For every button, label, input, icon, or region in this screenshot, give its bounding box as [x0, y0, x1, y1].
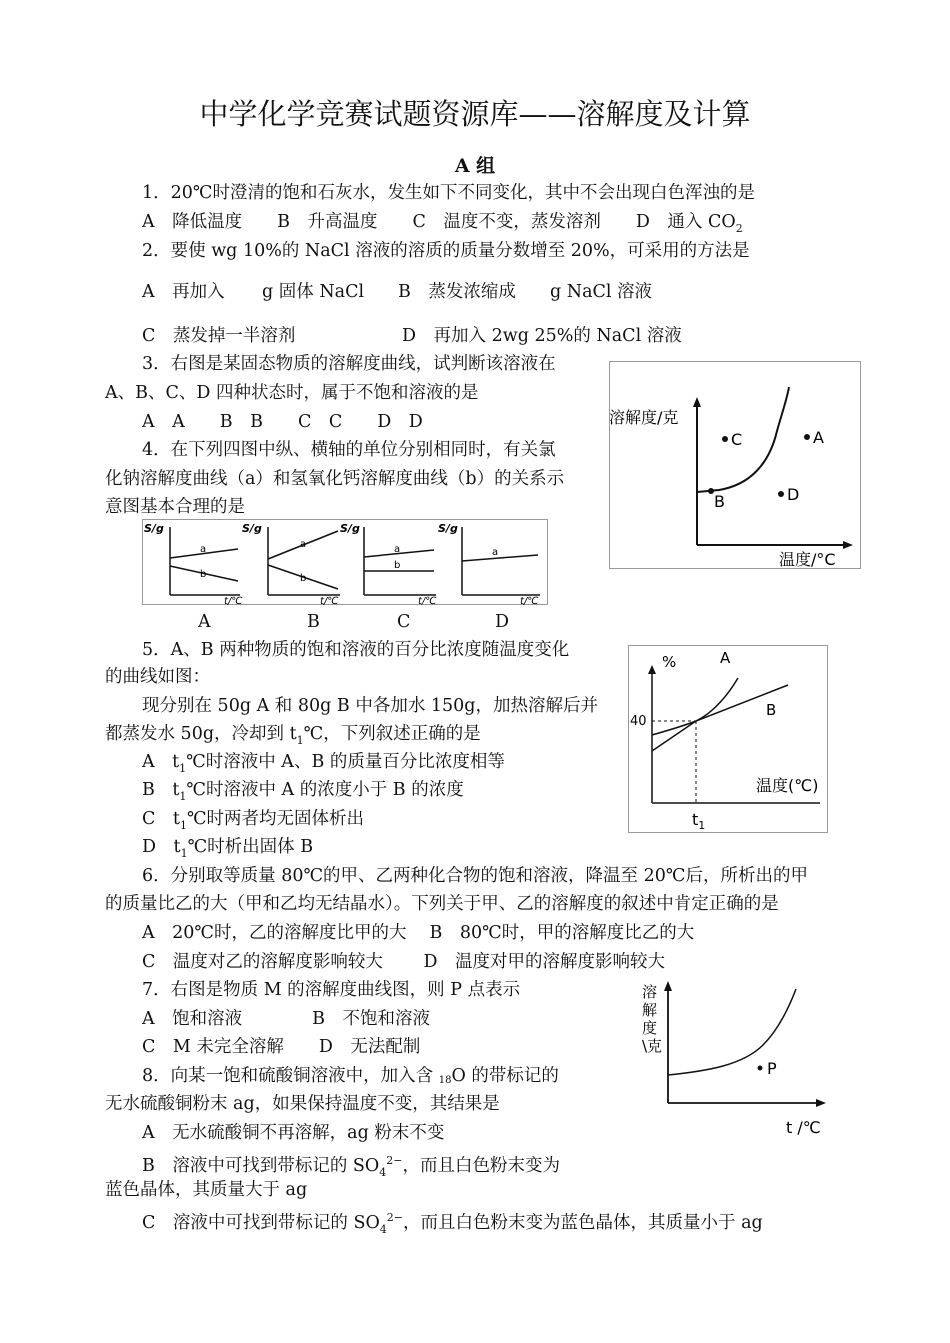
svg-text:b: b — [200, 569, 207, 580]
svg-text:S/g: S/g — [242, 522, 262, 535]
x-tick-t1: $t_1$ — [692, 810, 706, 832]
svg-text:t/℃: t/℃ — [418, 596, 437, 605]
q4-label-c: C — [397, 612, 411, 632]
q6-line-2: 的质量比乙的大（甲和乙均无结晶水）。下列关于甲、乙的溶解度的叙述中肯定正确的是 — [105, 894, 779, 914]
svg-text:S/g: S/g — [340, 522, 360, 535]
q4-label-b: B — [307, 612, 320, 632]
q6-line-1: 6．分别取等质量 80℃的甲、乙两种化合物的饱和溶液，降温至 20℃后，所析出的甲 — [142, 866, 808, 886]
q6-line-4: C 温度对乙的溶解度影响较大 D 温度对甲的溶解度影响较大 — [142, 952, 665, 972]
series-a-label: A — [720, 649, 731, 667]
svg-text:t/℃: t/℃ — [320, 596, 339, 605]
q4-line-1: 4．在下列四图中纵、横轴的单位分别相同时，有关氯 — [142, 440, 556, 460]
q8-option-a: A 无水硫酸铜不再溶解，ag 粉末不变 — [142, 1123, 445, 1143]
q2-option-c: C 蒸发掉一半溶剂 — [142, 326, 296, 346]
svg-text:a: a — [300, 539, 307, 550]
q6-line-3: A 20℃时，乙的溶解度比甲的大 B 80℃时，甲的溶解度比乙的大 — [142, 923, 695, 943]
q8-option-b: B 溶液中可找到带标记的 $SO_4^{2-}$，而且白色粉末变为 — [142, 1154, 560, 1179]
svg-text:a: a — [394, 544, 401, 555]
point-p-label: P — [767, 1059, 777, 1078]
q2-option-a: A 再加入 — [142, 282, 225, 302]
point-d-label: D — [787, 485, 800, 504]
x-axis-label: 温度(℃) — [756, 776, 819, 795]
point-c-label: C — [731, 430, 743, 449]
y-axis-label: % — [662, 653, 677, 671]
series-b-label: B — [766, 701, 777, 719]
q2-option-d: D 再加入 2wg 25%的 NaCl 溶液 — [402, 326, 682, 346]
q4-label-d: D — [495, 612, 510, 632]
q5-option-b: B $t_1℃$时溶液中 A 的浓度小于 B 的浓度 — [142, 780, 464, 803]
curve-a — [652, 678, 738, 735]
q2-option-b-rest: g NaCl 溶液 — [550, 282, 653, 302]
x-axis-label: 温度/°C — [779, 550, 836, 569]
q4-graphs — [142, 519, 548, 605]
q2-option-b: B 蒸发浓缩成 — [398, 282, 516, 302]
svg-text:t/℃: t/℃ — [224, 596, 243, 605]
q4-line-3: 意图基本合理的是 — [105, 497, 245, 517]
q8-option-b-cont: 蓝色晶体，其质量大于 ag — [105, 1180, 308, 1200]
svg-text:解: 解 — [642, 1001, 658, 1019]
m-solubility-curve — [668, 989, 796, 1075]
q3-line-1: 3．右图是某固态物质的溶解度曲线，试判断该溶液在 — [142, 354, 556, 374]
x-axis-label: t /℃ — [786, 1118, 821, 1137]
q5-line-4: 都蒸发水 50g，冷却到 $t_1℃$，下列叙述正确的是 — [105, 724, 481, 747]
svg-text:S/g: S/g — [438, 522, 458, 535]
graph-b — [242, 522, 340, 605]
point-c — [722, 436, 728, 442]
q3-options: A A B B C C D D — [142, 412, 423, 432]
group-heading: A 组 — [454, 155, 496, 177]
q5-option-c: C $t_1℃$时两者均无固体析出 — [142, 809, 365, 832]
graph-c — [340, 522, 437, 605]
point-a-label: A — [813, 428, 824, 447]
svg-text:a: a — [200, 544, 207, 555]
point-b-label: B — [714, 492, 725, 511]
q2-stem: 2．要使 wg 10%的 NaCl 溶液的溶质的质量分数增至 20%，可采用的方法是 — [142, 241, 750, 261]
q4-line-2: 化钠溶解度曲线（a）和氢氧化钙溶解度曲线（b）的关系示 — [105, 469, 565, 489]
svg-text:t/℃: t/℃ — [520, 596, 539, 605]
q5-line-2: 的曲线如图： — [105, 667, 210, 687]
svg-text:b: b — [394, 560, 401, 571]
svg-text:S/g: S/g — [144, 522, 164, 535]
q1-options: A 降低温度 B 升高温度 C 温度不变，蒸发溶剂 D 通入 $CO_2$ — [142, 212, 743, 235]
point-d — [778, 491, 784, 497]
svg-text:\克: \克 — [642, 1037, 663, 1055]
concentration-figure — [628, 645, 828, 833]
q8-option-c: C 溶液中可找到带标记的 $SO_4^{2-}$，而且白色粉末变为蓝色晶体，其质量小于 ag — [142, 1211, 763, 1236]
graph-d — [438, 522, 540, 605]
q7-line-2: A 饱和溶液 B 不饱和溶液 — [142, 1009, 430, 1029]
solubility-curve-figure — [609, 361, 861, 569]
point-p — [758, 1066, 763, 1071]
point-a — [804, 434, 810, 440]
m-solubility-figure — [638, 975, 838, 1140]
q8-line-1: 8．向某一饱和硫酸铜溶液中，加入含 $^{18}$O 的带标记的 — [142, 1066, 559, 1086]
q7-line-3: C M 未完全溶解 D 无法配制 — [142, 1037, 421, 1057]
svg-text:度: 度 — [642, 1019, 658, 1037]
solubility-curve — [697, 387, 789, 492]
q5-line-3: 现分别在 50g A 和 80g B 中各加水 150g，加热溶解后并 — [142, 696, 598, 716]
svg-text:溶: 溶 — [642, 983, 658, 1001]
svg-text:b: b — [300, 573, 307, 584]
q3-line-2: A、B、C、D 四种状态时，属于不饱和溶液的是 — [105, 383, 479, 403]
q7-line-1: 7．右图是物质 M 的溶解度曲线图，则 P 点表示 — [142, 980, 521, 1000]
y-axis-label: 溶解度/克 — [609, 408, 679, 427]
q1-stem: 1．20℃时澄清的饱和石灰水，发生如下不同变化，其中不会出现白色浑浊的是 — [142, 183, 755, 203]
svg-text:a: a — [492, 547, 499, 558]
q8-line-2: 无水硫酸铜粉末 ag，如果保持温度不变，其结果是 — [105, 1094, 500, 1114]
graph-a — [144, 522, 243, 605]
q2-option-a-rest: g 固体 NaCl — [262, 282, 365, 302]
page-title: 中学化学竞赛试题资源库——溶解度及计算 — [199, 97, 751, 131]
q5-option-d: D $t_1℃$时析出固体 B — [142, 837, 314, 860]
y-tick-40: 40 — [630, 714, 647, 729]
q5-option-a: A $t_1℃$时溶液中 A、B 的质量百分比浓度相等 — [142, 752, 505, 775]
q4-label-a: A — [198, 612, 211, 632]
q5-line-1: 5．A、B 两种物质的饱和溶液的百分比浓度随温度变化 — [142, 640, 570, 660]
